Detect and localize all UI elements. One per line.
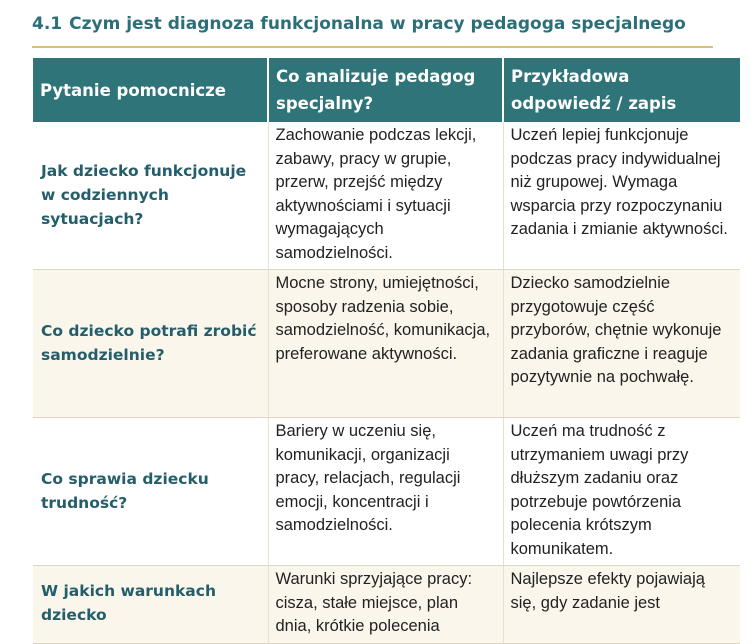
table-header-row — [33, 58, 740, 122]
example-cell: Dziecko samodzielnie przygotowuje część przyborów, chętnie wykonuje zadania graficzne i reaguje pozytywnie na pochwałę. — [503, 270, 740, 418]
table-row — [33, 566, 740, 644]
analysis-cell: Zachowanie podczas lekcji, zabawy, pracy w grupie, przerw, przejść między aktywnościami i sytuacji wymagających samodzielności. — [268, 122, 503, 270]
column-header-analysis: Co analizuje pedagog specjalny? — [268, 58, 503, 122]
question-cell: Co sprawia dziecku trudność? — [33, 418, 268, 566]
analysis-cell: Warunki sprzyjające pracy: cisza, stałe miejsce, plan dnia, krótkie polecenia — [268, 566, 503, 644]
heading-divider — [32, 46, 713, 48]
example-cell: Uczeń ma trudność z utrzymaniem uwagi przy dłuższym zadaniu oraz potrzebuje powtórzenia polecenia krótszym komunikatem. — [503, 418, 740, 566]
section-heading — [32, 14, 686, 34]
table-row — [33, 418, 740, 566]
column-header-example: Przykładowa odpowiedź / zapis — [503, 58, 740, 122]
section-number: 4.1 — [32, 14, 63, 34]
question-cell: Jak dziecko funkcjonuje w codziennych sytuacjach? — [33, 122, 268, 270]
question-cell: Co dziecko potrafi zrobić samodzielnie? — [33, 270, 268, 418]
example-cell: Uczeń lepiej funkcjonuje podczas pracy indywidualnej niż grupowej. Wymaga wsparcia przy rozpoczynaniu zadania i zmianie aktywności. — [503, 122, 740, 270]
diagnosis-table — [33, 58, 740, 644]
example-cell: Najlepsze efekty pojawiają się, gdy zadanie jest — [503, 566, 740, 644]
analysis-cell: Mocne strony, umiejętności, sposoby radzenia sobie, samodzielność, komunikacja, preferowane aktywności. — [268, 270, 503, 418]
table-row — [33, 122, 740, 270]
column-header-question: Pytanie pomocnicze — [33, 58, 268, 122]
analysis-cell: Bariery w uczeniu się, komunikacji, organizacji pracy, relacjach, regulacji emocji, koncentracji i samodzielności. — [268, 418, 503, 566]
table-row — [33, 270, 740, 418]
question-cell: W jakich warunkach dziecko — [33, 566, 268, 644]
section-title: Czym jest diagnoza funkcjonalna w pracy pedagoga specjalnego — [69, 14, 686, 34]
